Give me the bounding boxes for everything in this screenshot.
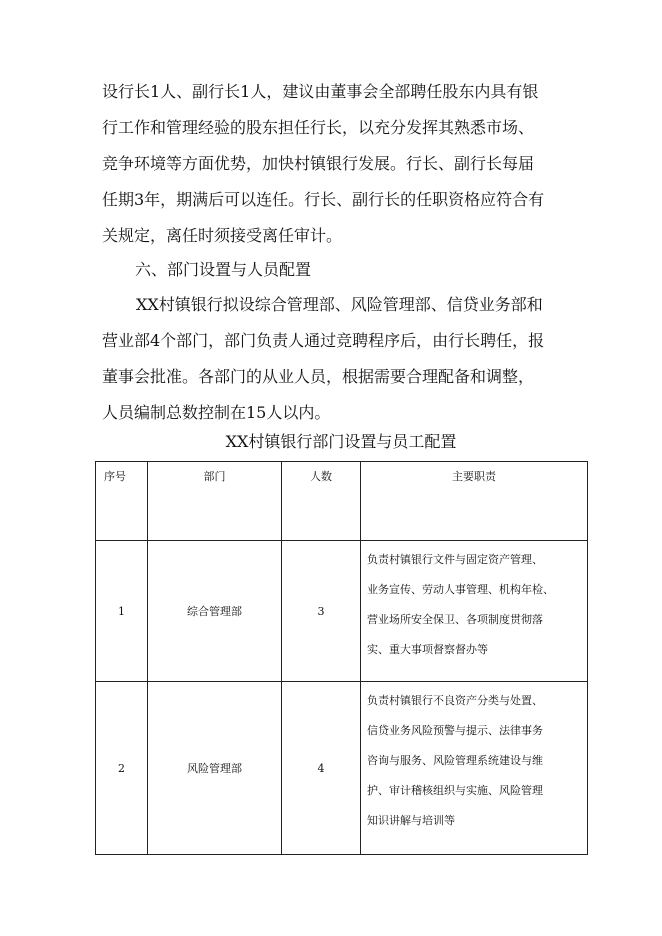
header-count: 人数	[282, 462, 361, 541]
table-row	[96, 682, 588, 855]
text-line: XX村镇银行拟设综合管理部、风险管理部、信贷业务部和	[136, 295, 543, 314]
table-row	[96, 541, 588, 682]
text-line: 董事会批准。各部门的从业人员，根据需要合理配备和调整，	[102, 367, 535, 386]
header-seq: 序号	[96, 462, 148, 541]
duty-line: 业务宣传、劳动人事管理、机构年检、	[367, 583, 554, 596]
text-line: 行工作和管理经验的股东担任行长，以充分发挥其熟悉市场、	[102, 118, 535, 137]
duty-line: 实、重大事项督察督办等	[367, 643, 488, 656]
duty-line: 知识讲解与培训等	[367, 814, 455, 827]
cell-seq: 2	[96, 682, 148, 855]
text-line: 设行长1人、副行长1人，建议由董事会全部聘任股东内具有银	[102, 82, 539, 101]
paragraph-department-setup	[102, 287, 590, 431]
text-line: 营业部4个部门，部门负责人通过竞聘程序后，由行长聘任，报	[102, 331, 545, 350]
cell-department: 综合管理部	[148, 541, 282, 682]
duty-line: 咨询与服务、风险管理系统建设与维	[367, 754, 543, 767]
department-staffing-table	[95, 461, 588, 855]
text-line: 关规定，离任时须接受离任审计。	[102, 226, 343, 245]
cell-count: 4	[282, 682, 361, 855]
duty-line: 负责村镇银行不良资产分类与处置、	[367, 694, 543, 707]
cell-department: 风险管理部	[148, 682, 282, 855]
table-caption: XX村镇银行部门设置与员工配置	[225, 432, 457, 451]
section-heading: 六、部门设置与人员配置	[135, 260, 312, 279]
text-line: 人员编制总数控制在15人以内。	[102, 403, 331, 422]
cell-seq: 1	[96, 541, 148, 682]
duty-line: 护、审计稽核组织与实施、风险管理	[367, 784, 543, 797]
duty-line: 信贷业务风险预警与提示、法律事务	[367, 724, 543, 737]
duty-line: 负责村镇银行文件与固定资产管理、	[367, 553, 543, 566]
text-line: 任期3年，期满后可以连任。行长、副行长的任职资格应符合有	[102, 190, 545, 209]
paragraph-management-appointment	[102, 74, 590, 254]
duty-line: 营业场所安全保卫、各项制度贯彻落	[367, 613, 543, 626]
cell-count: 3	[282, 541, 361, 682]
header-department: 部门	[148, 462, 282, 541]
header-duty: 主要职责	[361, 462, 588, 541]
cell-duty	[361, 541, 588, 682]
table-header-row	[96, 462, 588, 541]
cell-duty	[361, 682, 588, 855]
text-line: 竞争环境等方面优势，加快村镇银行发展。行长、副行长每届	[102, 154, 535, 173]
